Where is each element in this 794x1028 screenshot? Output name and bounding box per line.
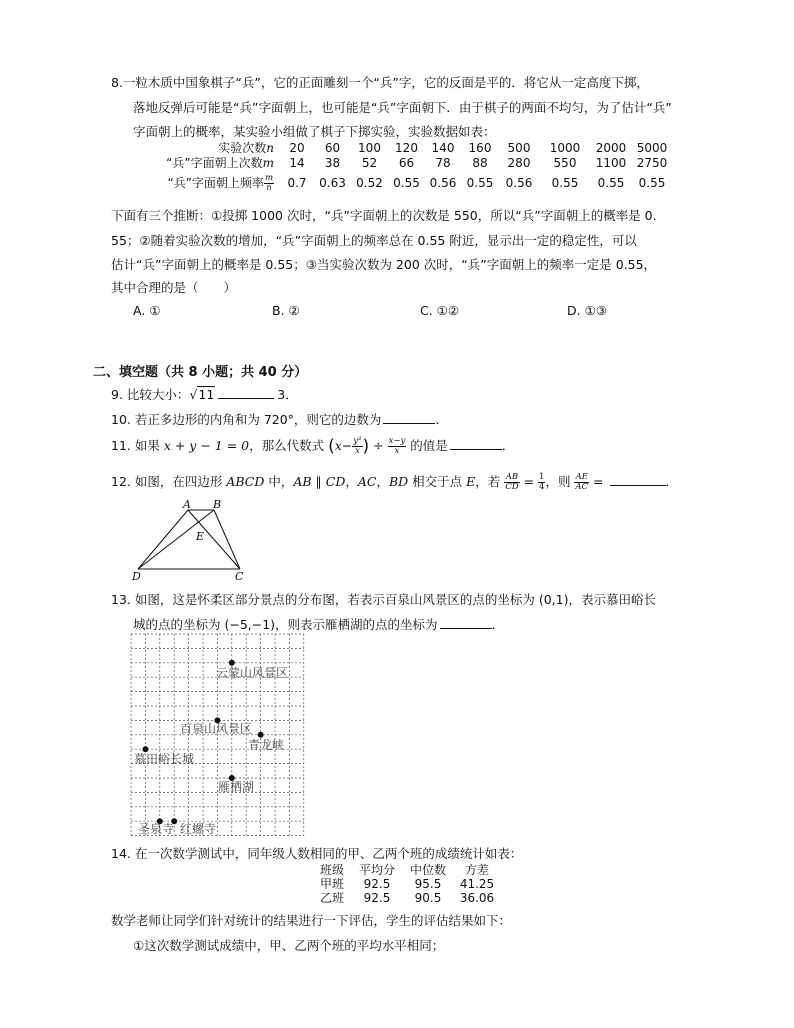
q11-c: 的值是 [410,438,448,453]
q8-inference-3: 估计“兵”字面朝上的概率是 0.55；③当实验次数为 200 次时，“兵”字面朝上的频率一定是 0.55， [111,257,657,272]
label-e: E [196,530,205,543]
place-yunmengshan-point [229,660,235,666]
q8-inference-4: 其中合理的是（ ） [111,280,237,295]
cell: 78 [435,155,451,170]
q12-cd: CD [325,474,346,489]
q9-suffix: 3． [277,387,298,402]
frac-den: CD [505,482,519,492]
label-a: A [183,498,191,511]
q11-divide: ÷ [373,438,384,453]
q11 [111,437,514,456]
option-b[interactable]: B. ② [272,303,300,318]
answer-blank[interactable] [610,473,666,486]
table-row [150,155,671,170]
q12-point-e: E [466,474,476,489]
place-shengquansi-label: 圣泉寺 [138,822,175,836]
q14-line-1: 14. 在一次数学测试中，同年级人数相同的甲、乙两个班的成绩统计如表： [111,846,523,861]
q12-c: ， [345,474,358,489]
segment-bc [214,510,240,569]
cell: 120 [395,141,418,155]
table-row [312,877,500,891]
header-cell: 平均分 [358,863,395,877]
table-row [312,891,500,905]
place-baiquanshan-label: 百泉山风景区 [180,722,253,736]
quadrilateral-figure [128,498,250,584]
cell: 52 [361,155,378,170]
cell: 0.55 [466,176,494,190]
cell: 0.7 [287,176,307,190]
q12-abcd: ABCD [226,474,265,489]
q13-end: ． [491,617,505,632]
cell: 550 [553,155,577,170]
answer-blank[interactable] [440,616,492,629]
q11-end: ． [501,438,515,453]
q8-line-2: 落地反弹后可能是“兵”字面朝上，也可能是“兵”字面朝下．由于棋子的两面不均匀，为了估计“兵” [133,100,672,115]
fraction-ae-ac [574,473,589,492]
q10-end: ． [435,412,448,427]
answer-blank[interactable] [450,437,502,450]
var-n: n [266,141,274,155]
cell: 乙班 [319,891,344,905]
q12-eq2: = [589,474,608,489]
row-label: 实验次数 [218,141,267,155]
table-row [150,170,671,196]
header-cell: 中位数 [409,863,446,877]
fraction-xmy-over-x [388,437,407,456]
q11-x: x [334,438,342,453]
cell: 1100 [595,155,627,170]
q12-eq1: = [519,474,539,489]
q10 [111,411,448,428]
cell: 0.63 [319,176,346,190]
cell: 0.55 [638,176,666,190]
frac-num: AE [575,472,588,482]
var-m: m [262,155,274,170]
scenic-map-grid [130,633,305,836]
cell: 92.5 [363,891,391,905]
cell: 0.55 [393,176,420,190]
sqrt-symbol: √ [189,387,198,402]
cell: 0.56 [505,176,533,190]
label-c: C [235,570,244,583]
frac-num: 1 [539,472,545,482]
cell: 500 [507,141,531,155]
q11-b: ，那么代数式 [249,438,329,453]
q12-end: ． [665,474,679,489]
cell: 0.55 [551,176,579,190]
paren-right: ) [362,436,370,457]
frac-den: 4 [539,482,545,492]
place-mutianyu-label: 慕田峪长城 [134,752,195,766]
q12-d: ， [376,474,389,489]
q12-g: ，则 [545,474,575,489]
cell: 36.06 [459,891,495,905]
cell: 88 [472,155,488,170]
frac-den: n [264,183,274,193]
cell: 60 [324,141,341,155]
header-cell: 班级 [319,863,344,877]
place-hongluosi-label: 红螺寺 [180,822,217,836]
option-d[interactable]: D. ①③ [567,303,607,318]
frac-den: x [394,446,400,456]
row-label: “兵”字面朝上次数 [166,155,263,170]
section-title: 二、填空题（共 8 小题；共 40 分） [93,365,308,380]
q8-data-table [150,141,671,196]
q8-line-1: 8.一粒木质中国象棋子“兵”，它的正面雕刻一个“兵”字，它的反面是平的．将它从一定高度下掷， [111,75,649,90]
radicand: 11 [198,387,215,402]
cell: 14 [289,155,305,170]
q14-line-3: ①这次数学测试成绩中，甲、乙两个班的平均水平相同； [133,938,445,953]
cell: 5000 [636,141,668,155]
cell: 20 [289,141,305,155]
table-header-row [312,863,500,877]
cell: 280 [507,155,531,170]
cell: 90.5 [414,891,442,905]
cell: 甲班 [319,877,344,891]
q14-line-2: 数学老师让同学们针对统计的结果进行一下评估，学生的评估结果如下： [111,913,512,928]
label-d: D [132,570,141,583]
cell: 2750 [636,155,668,170]
q12-bd: BD [388,474,409,489]
cell: 1000 [549,141,581,155]
cell: 0.56 [429,176,457,190]
frac-den: AC [575,482,589,492]
q12-parallel: ∥ [311,474,326,489]
q13-line-2 [133,616,504,633]
q9-prefix: 9. 比较大小： [111,387,190,402]
q9 [111,386,298,403]
cell: 38 [324,155,341,170]
row-label: “兵”字面朝上频率 [167,175,264,190]
q14-stats-table [312,863,500,905]
place-qinglongxia-label: 青龙峡 [248,738,285,752]
segment-da [138,510,188,569]
answer-blank[interactable] [218,386,274,399]
cell: 2000 [595,141,627,155]
option-a[interactable]: A. ① [133,303,161,318]
option-c[interactable]: C. ①② [420,303,460,318]
cell: 140 [431,141,455,155]
q11-minus: − [341,438,353,453]
q11-a: 11. 如果 [111,438,164,453]
paren-left: ( [328,436,335,457]
place-yunmengshan-label: 云蒙山风景区 [216,666,289,680]
q12-e: 相交于点 [408,474,467,489]
cell: 92.5 [363,877,391,891]
fraction-ab-cd [504,473,519,492]
place-yanqihu-label: 雁栖湖 [218,780,255,794]
q10-text: 10. 若正多边形的内角和为 720°，则它的边数为 [111,412,382,427]
fraction-y2-over-x [352,437,362,456]
header-cell: 方差 [464,863,489,877]
answer-blank[interactable] [383,411,435,424]
q13-line-1: 13. 如图，这是怀柔区部分景点的分布图，若表示百泉山风景区的点的坐标为 (0,1)，表示慕田峪长 [111,592,656,607]
fraction-m-over-n [264,174,274,193]
q12-b: 中， [264,474,294,489]
cell: 0.55 [597,176,625,190]
q8-inference-2: 55；②随着实验次数的增加，“兵”字面朝上的频率总在 0.55 附近，显示出一定的稳定性，可以 [111,233,637,248]
q12-ac: AC [357,474,377,489]
q8-line-3: 字面朝上的概率，某实验小组做了棋子下掷实验，实验数据如表： [133,124,496,139]
cell: 100 [358,141,381,155]
q13-line-2-text: 城的点的坐标为 (−5,−1)，则表示雁栖湖的点的坐标为 [133,617,438,632]
cell: 0.52 [356,176,383,190]
q12-f: ，若 [475,474,505,489]
q8-inference-1: 下面有三个推断：①投掷 1000 次时，“兵”字面朝上的次数是 550，所以“兵”字面朝上的概率是 0. [111,208,657,223]
frac-num: x−y [388,436,406,446]
cell: 95.5 [414,877,442,891]
q12-ab: AB [293,474,312,489]
q12-a: 12. 如图，在四边形 [111,474,227,489]
q11-equation: x + y − 1 = 0 [163,438,250,453]
table-row [150,141,671,155]
cell: 160 [468,141,492,155]
frac-num: AB [505,472,519,482]
place-qinglongxia-point [258,732,264,738]
frac-num: m [264,172,273,183]
frac-num: y² [353,436,362,446]
cell: 66 [398,155,415,170]
label-b: B [213,498,222,511]
q12 [111,473,678,492]
frac-den: x [354,446,360,456]
cell: 41.25 [459,877,495,891]
